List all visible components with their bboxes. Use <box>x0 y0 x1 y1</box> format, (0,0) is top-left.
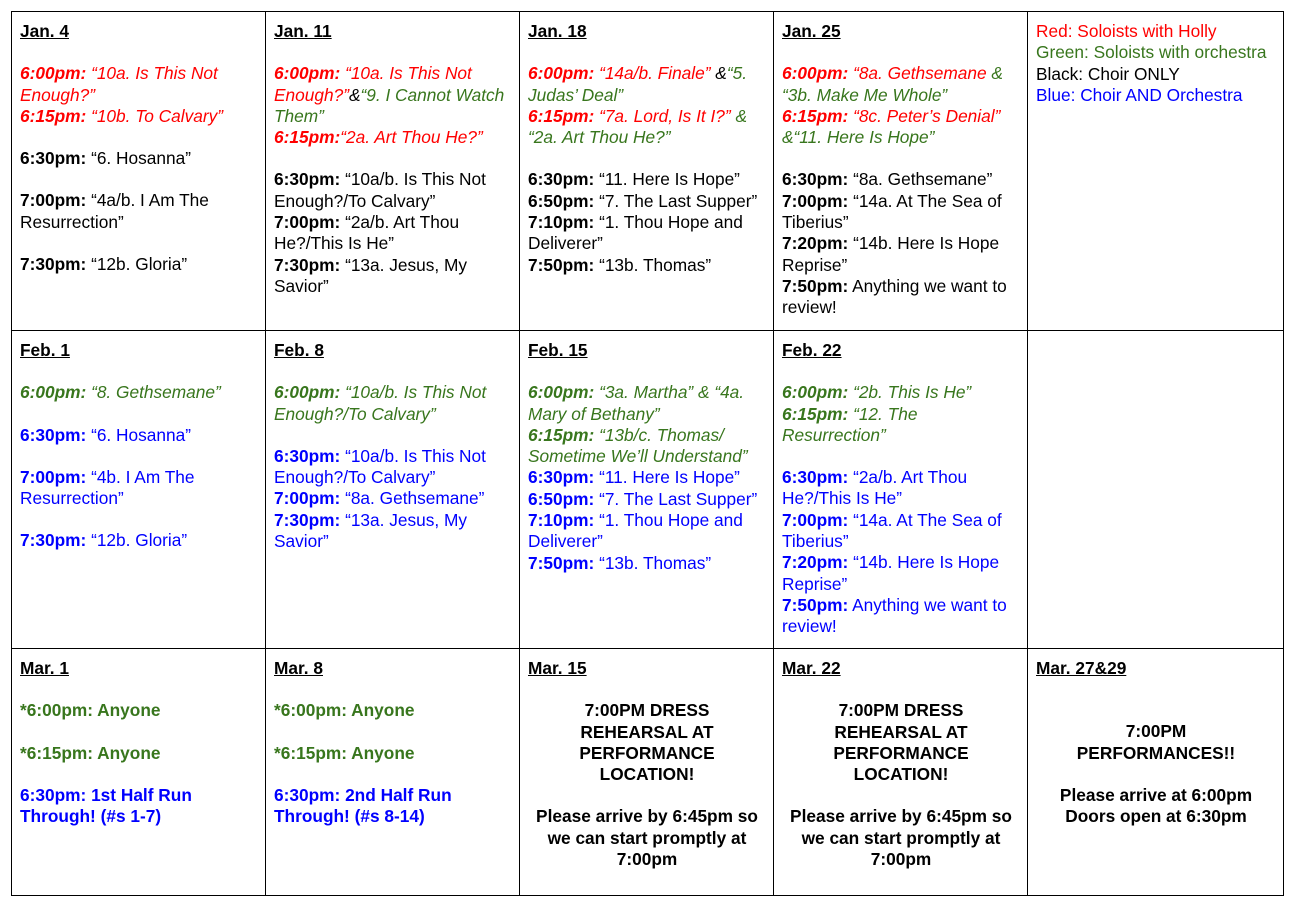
schedule-entry <box>20 254 258 275</box>
entry-piece: “2b. This Is He” <box>848 382 972 403</box>
entry-time: 6:00pm: <box>20 382 87 403</box>
entry-piece: “6. Hosanna” <box>86 424 191 445</box>
entry-piece: “10b. To Calvary” <box>86 105 223 126</box>
entry-time: 6:15pm: <box>528 105 595 126</box>
schedule-entry: 6:30pm: 2nd Half Run Through! (#s 8-14) <box>274 784 452 827</box>
entry-time: 6:30pm: <box>528 467 595 488</box>
legend-red: Red: Soloists with Holly <box>1036 21 1217 41</box>
entry-piece: “8a. Gethsemane” <box>848 169 993 190</box>
entry-ampersand: & <box>348 84 361 105</box>
date-heading: Mar. 27&29 <box>1036 658 1127 678</box>
date-heading: Jan. 25 <box>782 21 841 41</box>
dress-rehearsal-notice: 7:00PM DRESS REHEARSAL AT PERFORMANCE LOCATION! <box>833 700 969 785</box>
cell-empty <box>1028 331 1284 649</box>
entry-time: 7:50pm: <box>528 552 595 573</box>
entry-time: 6:50pm: <box>528 488 595 509</box>
entry-piece: “3a. Martha” & “4a. Mary of Bethany” <box>528 382 745 424</box>
legend-black: Black: Choir ONLY <box>1036 63 1180 84</box>
schedule-entry <box>782 382 1020 403</box>
schedule-entry: 6:30pm: 1st Half Run Through! (#s 1-7) <box>20 784 192 827</box>
entry-time: 6:15pm: <box>20 105 87 126</box>
entry-time: 6:00pm: <box>274 382 341 403</box>
entry-time: 6:50pm: <box>528 190 595 211</box>
schedule-entry <box>20 425 258 446</box>
schedule-entry <box>782 404 1020 447</box>
entry-piece: “13a. Jesus, My Savior” <box>274 509 468 552</box>
entry-piece: “13b. Thomas” <box>594 552 712 573</box>
schedule-entry <box>528 212 766 255</box>
schedule-entry <box>20 530 258 551</box>
entry-piece: “10a. Is This Not Enough?” <box>274 63 472 105</box>
entry-piece: “2a. Art Thou He?” <box>528 127 671 148</box>
entry-piece: “10a/b. Is This Not Enough?/To Calvary” <box>274 382 487 424</box>
schedule-entry <box>528 63 766 106</box>
entry-piece: “14a. At The Sea of Tiberius” <box>782 190 1002 233</box>
cell-mar-8 <box>266 649 520 896</box>
entry-time: 7:00pm: <box>20 190 87 211</box>
schedule-entry <box>782 595 1020 638</box>
dress-rehearsal-notice: 7:00PM DRESS REHEARSAL AT PERFORMANCE LOCATION! <box>579 700 715 785</box>
schedule-entry <box>782 276 1020 319</box>
date-heading: Jan. 11 <box>274 21 332 41</box>
entry-piece: “12b. Gloria” <box>86 254 188 275</box>
arrival-note: Please arrive by 6:45pm so we can start promptly at 7:00pm <box>536 806 758 870</box>
entry-time: 6:00pm: <box>782 63 849 84</box>
entry-ampersand: & <box>730 105 747 126</box>
schedule-entry <box>274 255 512 298</box>
schedule-entry <box>528 510 766 553</box>
entry-piece: “7. The Last Supper” <box>594 190 758 211</box>
schedule-row-march <box>12 649 1284 896</box>
schedule-entry <box>782 63 1020 106</box>
entry-piece: “1. Thou Hope and Deliverer” <box>528 212 743 254</box>
schedule-entry <box>528 191 766 212</box>
cell-mar-22 <box>774 649 1028 896</box>
schedule-row-february <box>12 331 1284 649</box>
schedule-entry <box>274 127 512 148</box>
entry-piece: “8c. Peter’s Denial” <box>848 105 1001 126</box>
entry-piece: “13b. Thomas” <box>594 254 712 275</box>
schedule-entry <box>782 169 1020 190</box>
entry-time: 7:50pm: <box>782 594 849 615</box>
entry-piece: “10a/b. Is This Not Enough?/To Calvary” <box>274 445 486 488</box>
entry-piece: “4b. I Am The Resurrection” <box>20 466 195 509</box>
legend-blue: Blue: Choir AND Orchestra <box>1036 84 1243 105</box>
cell-jan-18 <box>520 12 774 331</box>
entry-piece: “13a. Jesus, My Savior” <box>274 254 468 296</box>
legend-green: Green: Soloists with orchestra <box>1036 42 1267 63</box>
cell-mar-1 <box>12 649 266 896</box>
arrival-note: Please arrive by 6:45pm so we can start promptly at 7:00pm <box>790 806 1012 870</box>
cell-jan-11 <box>266 12 520 331</box>
entry-time: 6:00pm: <box>274 63 341 84</box>
schedule-entry <box>274 212 512 255</box>
entry-time: 7:30pm: <box>20 530 87 551</box>
date-heading: Mar. 15 <box>528 658 587 678</box>
entry-piece: “2a/b. Art Thou He?/This Is He” <box>782 467 968 509</box>
entry-time: 6:30pm: <box>274 169 341 190</box>
cell-jan-4 <box>12 12 266 331</box>
entry-time: 7:10pm: <box>528 212 595 233</box>
schedule-entry <box>274 446 512 489</box>
schedule-entry <box>20 148 258 169</box>
cell-mar-15 <box>520 649 774 896</box>
entry-piece: “8a. Gethsemane” <box>340 488 485 509</box>
date-heading: Feb. 22 <box>782 340 842 360</box>
entry-piece: “10a/b. Is This Not Enough?/To Calvary” <box>274 169 486 211</box>
entry-time: 7:00pm: <box>20 466 87 487</box>
entry-time: 6:00pm: <box>528 63 595 84</box>
schedule-entry <box>274 382 512 425</box>
arrival-note: Please arrive at 6:00pm <box>1059 784 1253 805</box>
schedule-entry <box>274 510 512 553</box>
entry-piece: “12. The Resurrection” <box>782 403 918 445</box>
date-heading: Mar. 8 <box>274 658 323 678</box>
schedule-entry <box>528 489 766 510</box>
schedule-entry <box>528 106 766 149</box>
cell-legend <box>1028 12 1284 331</box>
entry-time: 6:15pm: <box>274 127 341 148</box>
entry-piece: “12b. Gloria” <box>86 530 188 551</box>
entry-piece: “7. The Last Supper” <box>594 488 758 509</box>
schedule-entry <box>528 255 766 276</box>
schedule-entry: *6:15pm: Anyone <box>20 742 161 763</box>
cell-jan-25 <box>774 12 1028 331</box>
entry-piece: “14b. Here Is Hope Reprise” <box>782 233 1000 275</box>
date-heading: Feb. 1 <box>20 340 70 360</box>
entry-piece: “11. Here Is Hope” <box>594 169 740 190</box>
schedule-entry <box>20 190 258 233</box>
entry-time: 7:10pm: <box>528 510 595 531</box>
entry-time: 6:30pm: <box>782 169 849 190</box>
schedule-entry: *6:15pm: Anyone <box>274 742 415 763</box>
cell-feb-22 <box>774 331 1028 649</box>
schedule-entry: *6:00pm: Anyone <box>274 700 415 721</box>
schedule-entry <box>20 63 258 106</box>
entry-piece: “14a/b. Finale” <box>594 63 711 84</box>
entry-time: 6:00pm: <box>528 382 595 403</box>
entry-time: 7:00pm: <box>782 190 849 211</box>
rehearsal-schedule-table <box>11 11 1284 896</box>
schedule-row-january <box>12 12 1284 331</box>
entry-piece: “7a. Lord, Is It I?” <box>594 105 731 126</box>
entry-piece: “2a. Art Thou He?” <box>340 127 483 148</box>
date-heading: Mar. 1 <box>20 658 69 678</box>
entry-piece: “8a. Gethsemane <box>848 63 987 84</box>
entry-piece: “2a/b. Art Thou He?/This Is He” <box>274 212 460 254</box>
entry-time: 7:30pm: <box>274 509 341 530</box>
schedule-entry <box>528 425 766 468</box>
schedule-entry <box>528 467 766 488</box>
entry-piece: “13b/c. Thomas/ Sometime We’ll Understand” <box>528 424 748 467</box>
entry-time: 6:30pm: <box>528 169 595 190</box>
schedule-entry <box>782 191 1020 234</box>
entry-piece: & “3b. Make Me Whole” <box>782 63 1003 105</box>
entry-time: 6:30pm: <box>782 467 849 488</box>
schedule-entry: *6:00pm: Anyone <box>20 700 161 721</box>
schedule-entry <box>528 382 766 425</box>
schedule-entry <box>528 169 766 190</box>
schedule-entry <box>782 467 1020 510</box>
cell-feb-1 <box>12 331 266 649</box>
date-heading: Feb. 15 <box>528 340 588 360</box>
schedule-entry <box>20 467 258 510</box>
entry-piece: “8. Gethsemane” <box>86 382 221 403</box>
entry-time: 6:00pm: <box>782 382 849 403</box>
schedule-entry <box>782 552 1020 595</box>
entry-time: 7:30pm: <box>20 254 87 275</box>
entry-piece: Anything we want to review! <box>782 275 1007 318</box>
date-heading: Feb. 8 <box>274 340 324 360</box>
entry-time: 7:20pm: <box>782 233 849 254</box>
schedule-entry <box>274 63 512 127</box>
entry-piece: “5. Judas’ Deal” <box>528 63 747 105</box>
schedule-entry <box>782 106 1020 149</box>
date-heading: Jan. 18 <box>528 21 587 41</box>
entry-piece: “14b. Here Is Hope Reprise” <box>782 552 1000 594</box>
cell-mar-27-29 <box>1028 649 1284 896</box>
entry-piece: “6. Hosanna” <box>86 148 191 169</box>
entry-time: 6:15pm: <box>528 424 595 445</box>
entry-piece: Anything we want to review! <box>782 594 1007 637</box>
entry-time: 7:30pm: <box>274 254 341 275</box>
entry-time: 7:00pm: <box>274 212 341 233</box>
entry-piece: “10a. Is This Not Enough?” <box>20 63 218 105</box>
schedule-entry <box>782 233 1020 276</box>
entry-piece: “4a/b. I Am The Resurrection” <box>20 190 209 232</box>
entry-time: 6:15pm: <box>782 403 849 424</box>
entry-time: 6:30pm: <box>274 445 341 466</box>
entry-piece: “14a. At The Sea of Tiberius” <box>782 509 1002 552</box>
entry-time: 6:30pm: <box>20 148 87 169</box>
entry-ampersand: & <box>710 63 727 84</box>
entry-piece: “9. I Cannot Watch Them” <box>274 84 505 126</box>
entry-time: 6:00pm: <box>20 63 87 84</box>
schedule-entry <box>20 382 258 403</box>
schedule-entry <box>782 510 1020 553</box>
schedule-entry <box>20 106 258 127</box>
entry-time: 6:15pm: <box>782 105 849 126</box>
date-heading: Jan. 4 <box>20 21 69 41</box>
performances-notice: 7:00PM PERFORMANCES!! <box>1076 721 1236 763</box>
entry-time: 7:50pm: <box>782 275 849 296</box>
cell-feb-15 <box>520 331 774 649</box>
entry-time: 7:20pm: <box>782 552 849 573</box>
entry-time: 7:50pm: <box>528 254 595 275</box>
entry-piece: &“11. Here Is Hope” <box>782 127 935 148</box>
date-heading: Mar. 22 <box>782 658 841 678</box>
doors-open-note: Doors open at 6:30pm <box>1065 806 1247 827</box>
entry-time: 7:00pm: <box>782 509 849 530</box>
schedule-entry <box>274 169 512 212</box>
cell-feb-8 <box>266 331 520 649</box>
entry-piece: “1. Thou Hope and Deliverer” <box>528 510 743 552</box>
entry-time: 7:00pm: <box>274 488 341 509</box>
schedule-entry <box>274 488 512 509</box>
schedule-entry <box>528 553 766 574</box>
entry-piece: “11. Here Is Hope” <box>594 467 740 488</box>
entry-time: 6:30pm: <box>20 424 87 445</box>
